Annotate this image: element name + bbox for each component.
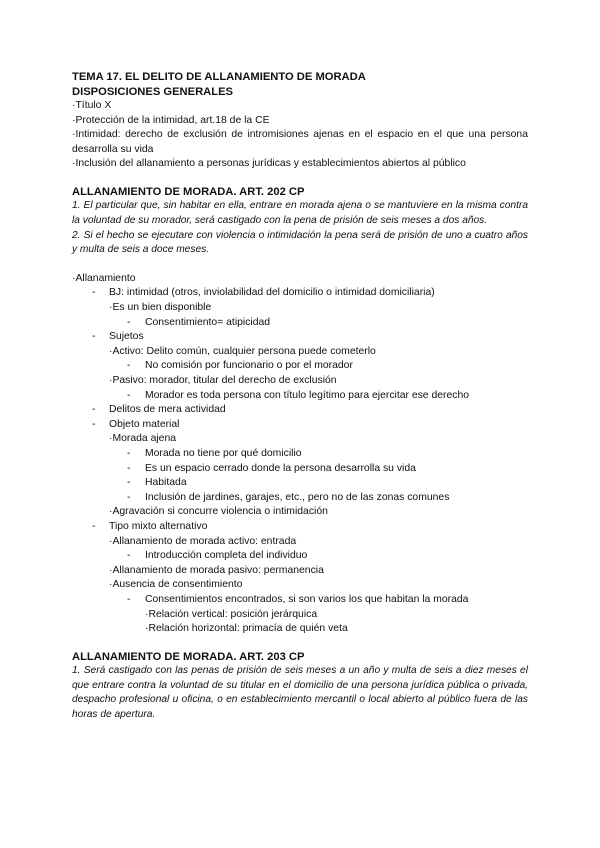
law-text-paragraph: 1. El particular que, sin habitar en ella, entrare en morada ajena o se mantuviere en la misma contra la voluntad de su morador, será castigado con la pena de prisión de seis meses a dos años. [72, 200, 528, 227]
outline-subitem: ·Es un bien disponible [109, 302, 212, 314]
outline-subsubitem: - Introducción completa del individuo [72, 549, 528, 564]
list-item: ·Inclusión del allanamiento a personas jurídicas y establecimientos abiertos al público [72, 158, 466, 170]
outline-item: - Delitos de mera actividad [72, 403, 528, 418]
outline-subitem: ·Allanamiento de morada pasivo: permanencia [109, 564, 324, 576]
outline-subsubitem: - Consentimiento= atipicidad [72, 316, 528, 331]
outline-subsubitem: - Consentimientos encontrados, si son varios los que habitan la morada [72, 593, 528, 608]
outline-subitem: ·Morada ajena [109, 433, 177, 445]
outline-subitem: ·Allanamiento de morada activo: entrada [109, 535, 297, 547]
law-text-paragraph: 2. Si el hecho se ejecutare con violencia o intimidación la pena será de prisión de uno a cuatro años y multa de seis a doce meses. [72, 229, 528, 256]
section-heading-art-203: ALLANAMIENTO DE MORADA. ART. 203 CP [72, 650, 305, 663]
outline-subitem: ·Activo: Delito común, cualquier persona puede cometerlo [109, 345, 376, 357]
outline-item: - Tipo mixto alternativo [72, 520, 528, 535]
outline-detail: ·Relación vertical: posición jerárquica [145, 608, 318, 620]
document-title: TEMA 17. EL DELITO DE ALLANAMIENTO DE MORADA [72, 71, 366, 83]
outline-subsubitem: - Morador es toda persona con título legítimo para ejercitar ese derecho [72, 389, 528, 404]
list-item: ·Intimidad: derecho de exclusión de intromisiones ajenas en el espacio en el que una persona desarrolla su vida [72, 129, 528, 155]
outline-subsubitem: - Es un espacio cerrado donde la persona desarrolla su vida [72, 462, 528, 477]
list-item: ·Título X [72, 100, 112, 111]
spacer [72, 172, 528, 185]
outline-subsubitem: - No comisión por funcionario o por el morador [72, 359, 528, 374]
outline-subsubitem: - Morada no tiene por qué domicilio [72, 447, 528, 462]
outline-subsubitem: - Inclusión de jardines, garajes, etc., pero no de las zonas comunes [72, 491, 528, 506]
outline-item: - Sujetos [72, 330, 528, 345]
outline-item: - BJ: intimidad (otros, inviolabilidad del domicilio o intimidad domiciliaria) [72, 286, 528, 301]
outline-root: ·Allanamiento [72, 272, 136, 284]
outline-detail: ·Relación horizontal: primacía de quién veta [145, 623, 348, 635]
document-page [72, 70, 528, 723]
spacer [72, 258, 528, 272]
outline-item: - Objeto material [72, 418, 528, 433]
law-text-paragraph: 1. Será castigado con las penas de prisión de seis meses a un año y multa de seis a diez meses el que entrare contra la voluntad de su titular en el domicilio de una persona jurídica pública o privada, despacho profesional u oficina, o en establecimiento mercantil o local abierto al público fuera de las horas de apertura. [72, 665, 528, 720]
spacer [72, 637, 528, 650]
section-heading-art-202: ALLANAMIENTO DE MORADA. ART. 202 CP [72, 185, 305, 198]
outline-subsubitem: - Habitada [72, 476, 528, 491]
list-item: ·Protección de la intimidad, art.18 de la CE [72, 114, 270, 126]
outline-subitem: ·Agravación si concurre violencia o intimidación [109, 506, 328, 518]
section-heading-disposiciones: DISPOSICIONES GENERALES [72, 85, 234, 98]
outline-subitem: ·Pasivo: morador, titular del derecho de exclusión [109, 375, 337, 386]
outline-subitem: ·Ausencia de consentimiento [109, 579, 243, 591]
